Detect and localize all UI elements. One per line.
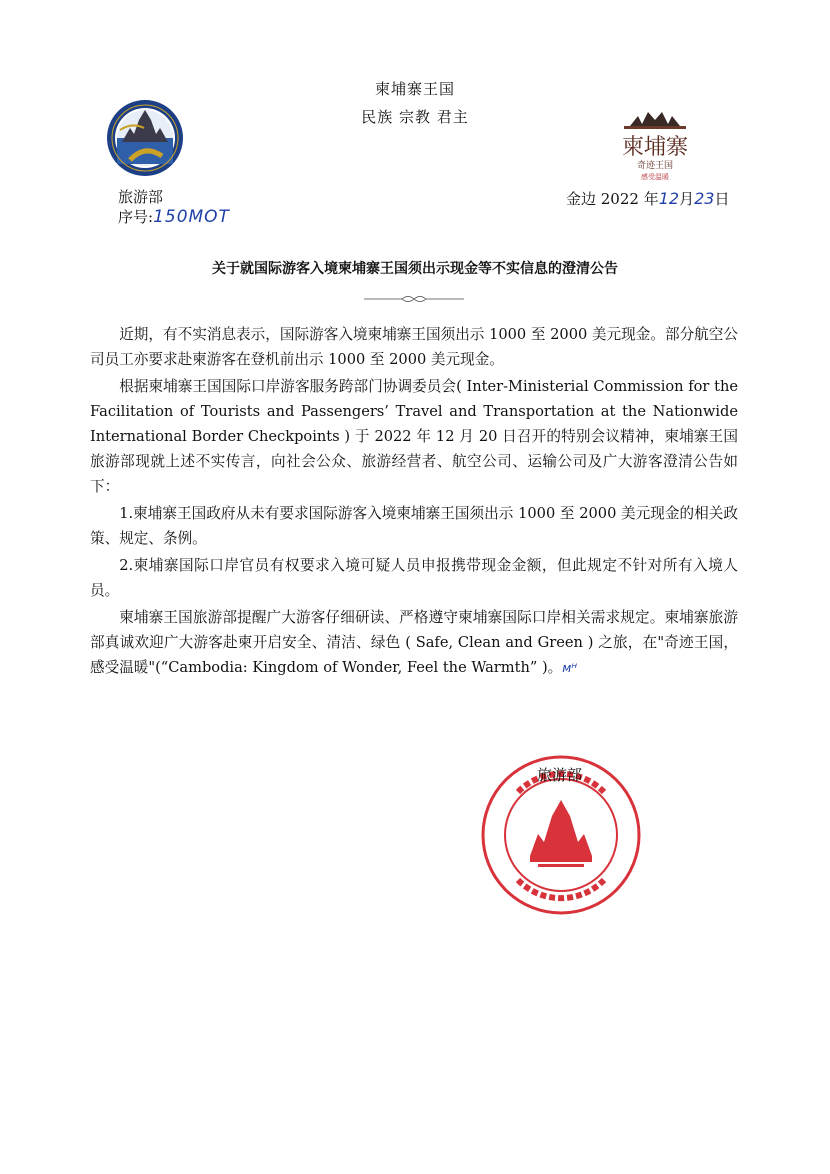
paragraph-4: 2.柬埔寨国际口岸官员有权要求入境可疑人员申报携带现金金额，但此规定不针对所有入境人员。 [90, 557, 738, 599]
ministry-of-tourism-logo [104, 98, 186, 178]
notice-body [90, 322, 738, 681]
notice-title: 关于就国际游客入境柬埔寨王国须出示现金等不实信息的澄清公告 [212, 261, 618, 277]
issue-date [566, 188, 729, 209]
paragraph-5-text: 柬埔寨王国旅游部提醒广大游客仔细研读、严格遵守柬埔寨国际口岸相关需求规定。柬埔寨旅游部真诚欢迎广大游客赴柬开启安全、清洁、绿色 ( Safe, Clean and Green ) 之旅，在"奇迹王国，感受温暖"(“Cambodia: Kingdom of Wonder, Feel the Warmth” )。 [90, 609, 738, 676]
date-month-unit: 月 [679, 190, 695, 208]
brand-logo-tagline: 感受温暖 [641, 173, 669, 181]
paragraph-3: 1.柬埔寨王国政府从未有要求国际游客入境柬埔寨王国须出示 1000 至 2000 美元现金的相关政策、规定、条例。 [90, 505, 738, 547]
kingdom-of-wonder-logo [590, 112, 720, 182]
serial-value: 150MOT [153, 207, 230, 227]
ministry-name: 旅游部 [118, 188, 164, 206]
kingdom-title: 柬埔寨王国 [374, 80, 455, 98]
paragraph-2: 根据柬埔寨王国国际口岸游客服务跨部门协调委员会( Inter-Ministerial Commission for the Facilitation of Tourists and Passengers’ Travel and Transportation at the Nationwide International Border Checkpoints ) 于 2022 年 12 月 20 日召开的特别会议精神，柬埔寨王国旅游部现就上述不实传言，向社会公众、旅游经营者、航空公司、运输公司及广大游客澄清公告如下： [90, 378, 738, 495]
date-day-unit: 日 [714, 190, 730, 208]
date-day: 23 [694, 189, 715, 208]
brand-logo-text: 柬埔寨 [621, 135, 689, 160]
date-month: 12 [658, 189, 680, 208]
date-prefix: 金边 2022 年 [566, 190, 659, 208]
serial-number [118, 206, 230, 227]
national-motto: 民族 宗教 君主 [361, 108, 469, 126]
seal-ministry-label: 旅游部 [537, 766, 583, 784]
paragraph-1: 近期，有不实消息表示，国际游客入境柬埔寨王国须出示 1000 至 2000 美元现金。部分航空公司员工亦要求赴柬游客在登机前出示 1000 至 2000 美元现金。 [90, 326, 738, 368]
serial-label: 序号: [118, 208, 154, 226]
paragraph-5 [90, 605, 738, 681]
handwritten-initials: ᴍᴴ [562, 661, 578, 675]
brand-logo-subtitle: 奇迹王国 [636, 161, 674, 171]
ornamental-divider [364, 294, 464, 304]
